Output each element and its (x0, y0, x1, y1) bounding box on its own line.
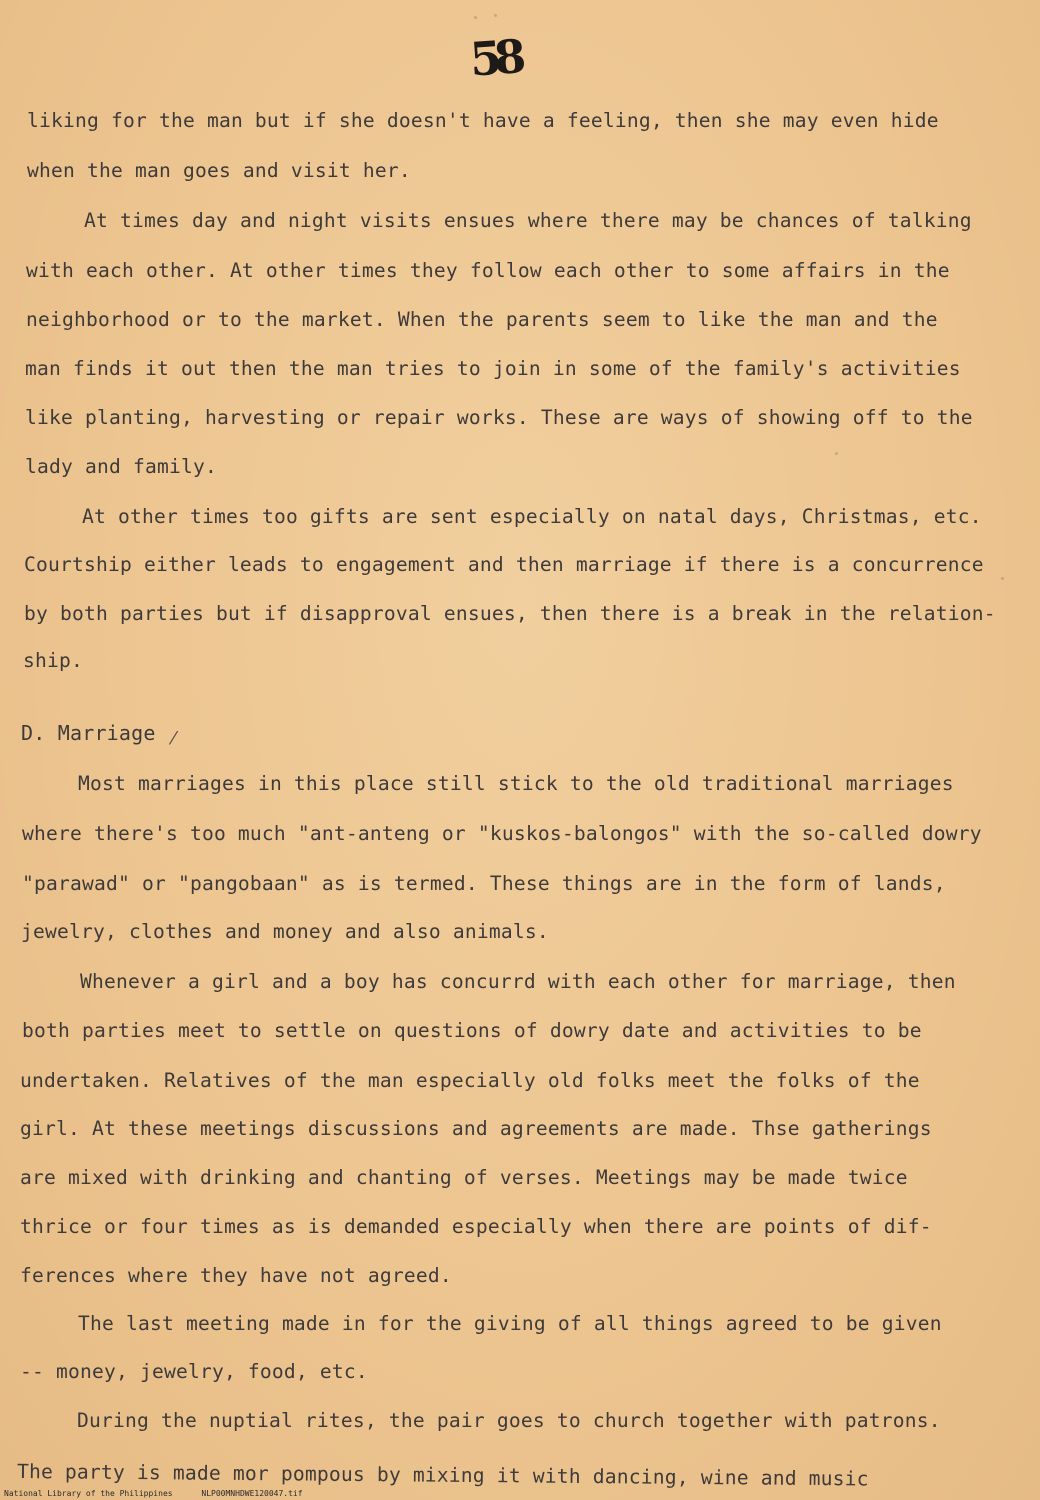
text-line: where there's too much "ant-anteng or "kuskos-balongos" with the so-called dowry (22, 822, 982, 845)
text-line: Whenever a girl and a boy has concurrd with each other for marriage, then (80, 970, 956, 993)
text-line: Most marriages in this place still stick to the old traditional marriages (78, 772, 954, 795)
text-line: when the man goes and visit her. (27, 159, 411, 182)
text-line: undertaken. Relatives of the man especially old folks meet the folks of the (20, 1069, 920, 1092)
check-mark-icon: ⁄ (172, 728, 176, 749)
text-line: girl. At these meetings discussions and agreements are made. Thse gatherings (20, 1117, 932, 1140)
paper-speck (494, 14, 497, 17)
paper-speck (474, 16, 477, 19)
text-line: At other times too gifts are sent especially on natal days, Christmas, etc. (82, 505, 982, 528)
text-line: like planting, harvesting or repair works. These are ways of showing off to the (25, 406, 973, 429)
text-line: ferences where they have not agreed. (20, 1264, 452, 1287)
text-line: both parties meet to settle on questions of dowry date and activities to be (22, 1019, 922, 1042)
footer-file-id: NLP00MNHDWE120047.tif (201, 1489, 303, 1498)
text-line: "parawad" or "pangobaan" as is termed. These things are in the form of lands, (22, 872, 946, 895)
paper-speck (1001, 577, 1004, 580)
text-line: with each other. At other times they follow each other to some affairs in the (26, 259, 950, 282)
text-line: -- money, jewelry, food, etc. (20, 1360, 368, 1383)
text-line: are mixed with drinking and chanting of verses. Meetings may be made twice (20, 1166, 908, 1189)
text-line: During the nuptial rites, the pair goes to church together with patrons. (77, 1409, 941, 1432)
text-line: man finds it out then the man tries to join in some of the family's activities (25, 357, 961, 380)
page-number: 58 (468, 29, 520, 87)
text-line: thrice or four times as is demanded especially when there are points of dif- (20, 1215, 932, 1238)
text-line: lady and family. (25, 455, 217, 478)
archive-footer (4, 1489, 327, 1499)
text-line: ship. (23, 649, 83, 672)
section-heading: D. Marriage (21, 721, 156, 745)
text-line: The last meeting made in for the giving of all things agreed to be given (78, 1312, 942, 1335)
text-line: neighborhood or to the market. When the parents seem to like the man and the (26, 308, 938, 331)
text-line: Courtship either leads to engagement and then marriage if there is a concurrence (24, 553, 984, 576)
text-line: At times day and night visits ensues where there may be chances of talking (84, 209, 972, 232)
text-line: The party is made mor pompous by mixing it with dancing, wine and music (16, 1460, 869, 1491)
footer-institution: National Library of the Philippines (4, 1489, 173, 1498)
text-line: by both parties but if disapproval ensues, then there is a break in the relation- (24, 602, 996, 625)
paper-speck (835, 452, 838, 455)
text-line: liking for the man but if she doesn't have a feeling, then she may even hide (27, 109, 939, 132)
text-line: jewelry, clothes and money and also animals. (21, 920, 549, 943)
